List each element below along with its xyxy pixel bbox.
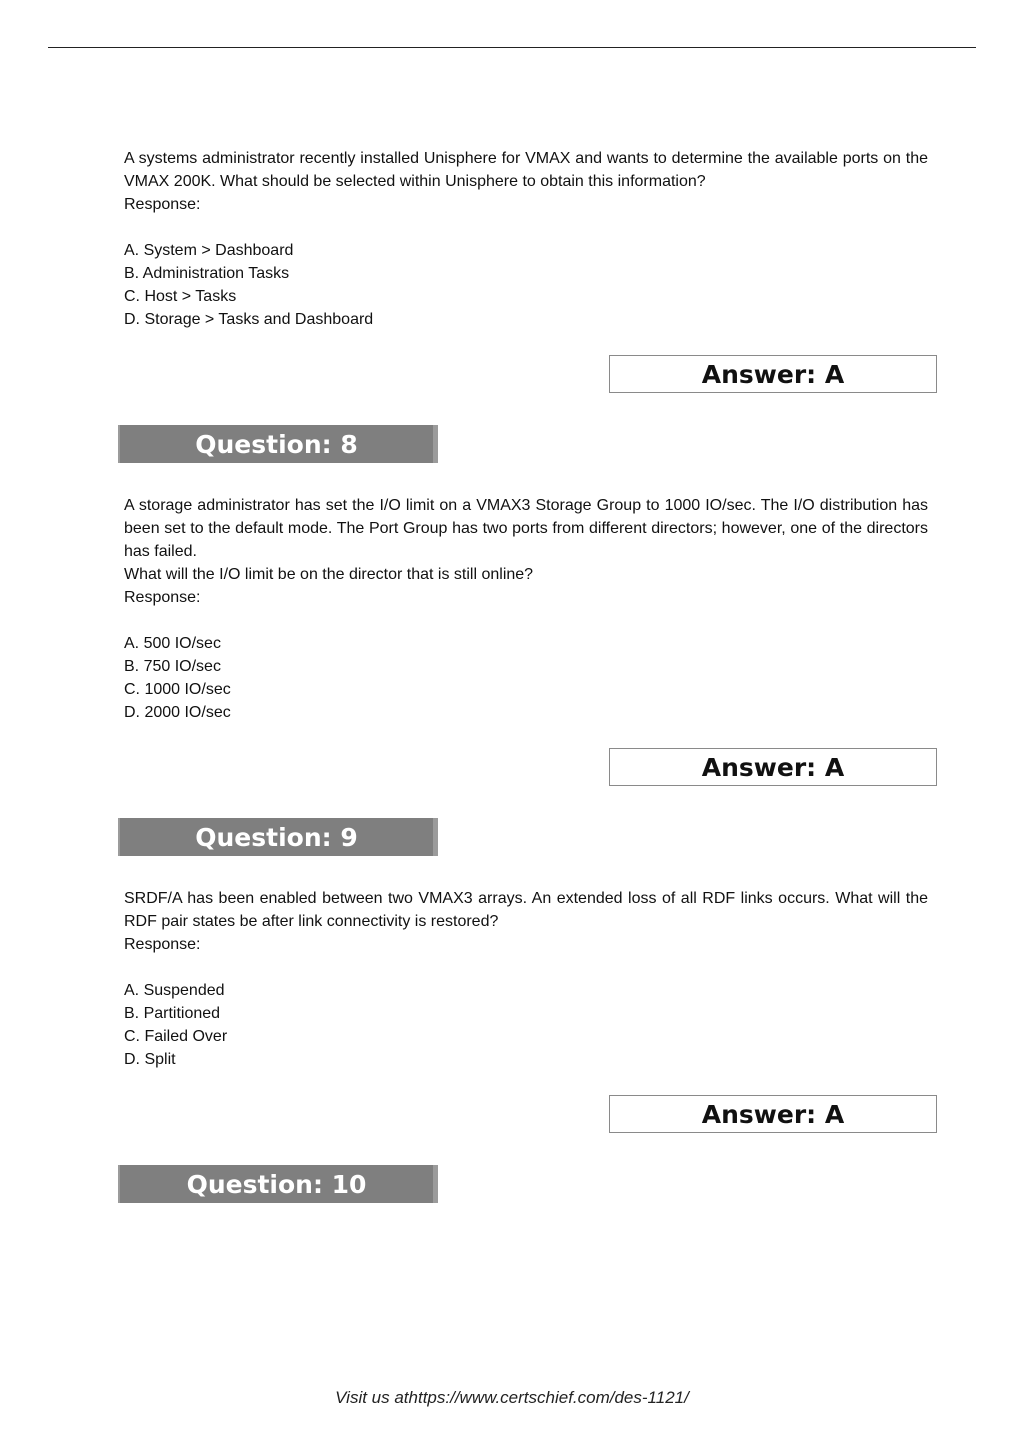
option-d: D. Storage > Tasks and Dashboard xyxy=(124,311,374,328)
header-rule xyxy=(48,47,976,48)
question-stem: A storage administrator has set the I/O limit on a VMAX3 Storage Group to 1000 IO/sec. The I/O distribution has been set to the default mode. The Port Group has two ports from different directors; however, one of the directors has failed. xyxy=(124,497,928,560)
option-d: D. Split xyxy=(124,1051,176,1068)
footer-link-text: Visit us athttps://www.certschief.com/des-1121/ xyxy=(335,1388,689,1407)
answer-text: Answer: A xyxy=(701,1099,845,1129)
question-heading-text: Question: 8 xyxy=(195,429,358,459)
question-heading-text: Question: 10 xyxy=(186,1169,367,1199)
question-9-body xyxy=(124,887,928,1071)
question-stem: A systems administrator recently installed Unisphere for VMAX and wants to determine the available ports on the VMAX 200K. What should be selected within Unisphere to obtain this information? xyxy=(124,150,928,190)
answer-box xyxy=(609,1095,937,1133)
option-a: A. System > Dashboard xyxy=(124,242,294,259)
option-c: C. Failed Over xyxy=(124,1028,228,1045)
option-b: B. 750 IO/sec xyxy=(124,658,221,675)
response-label: Response: xyxy=(124,936,201,953)
response-label: Response: xyxy=(124,589,201,606)
question-7-body xyxy=(124,147,928,331)
option-a: A. 500 IO/sec xyxy=(124,635,221,652)
answer-text: Answer: A xyxy=(701,752,845,782)
question-stem-continued: What will the I/O limit be on the director that is still online? xyxy=(124,566,534,583)
option-d: D. 2000 IO/sec xyxy=(124,704,231,721)
question-heading xyxy=(118,1165,438,1203)
question-heading-text: Question: 9 xyxy=(195,822,358,852)
question-stem: SRDF/A has been enabled between two VMAX3 arrays. An extended loss of all RDF links occurs. What will the RDF pair states be after link connectivity is restored? xyxy=(124,890,928,930)
option-c: C. Host > Tasks xyxy=(124,288,237,305)
option-a: A. Suspended xyxy=(124,982,225,999)
option-c: C. 1000 IO/sec xyxy=(124,681,231,698)
answer-text: Answer: A xyxy=(701,359,845,389)
question-8-body xyxy=(124,494,928,724)
response-label: Response: xyxy=(124,196,201,213)
option-b: B. Partitioned xyxy=(124,1005,221,1022)
answer-box xyxy=(609,748,937,786)
question-heading xyxy=(118,425,438,463)
question-heading xyxy=(118,818,438,856)
option-b: B. Administration Tasks xyxy=(124,265,290,282)
answer-box xyxy=(609,355,937,393)
